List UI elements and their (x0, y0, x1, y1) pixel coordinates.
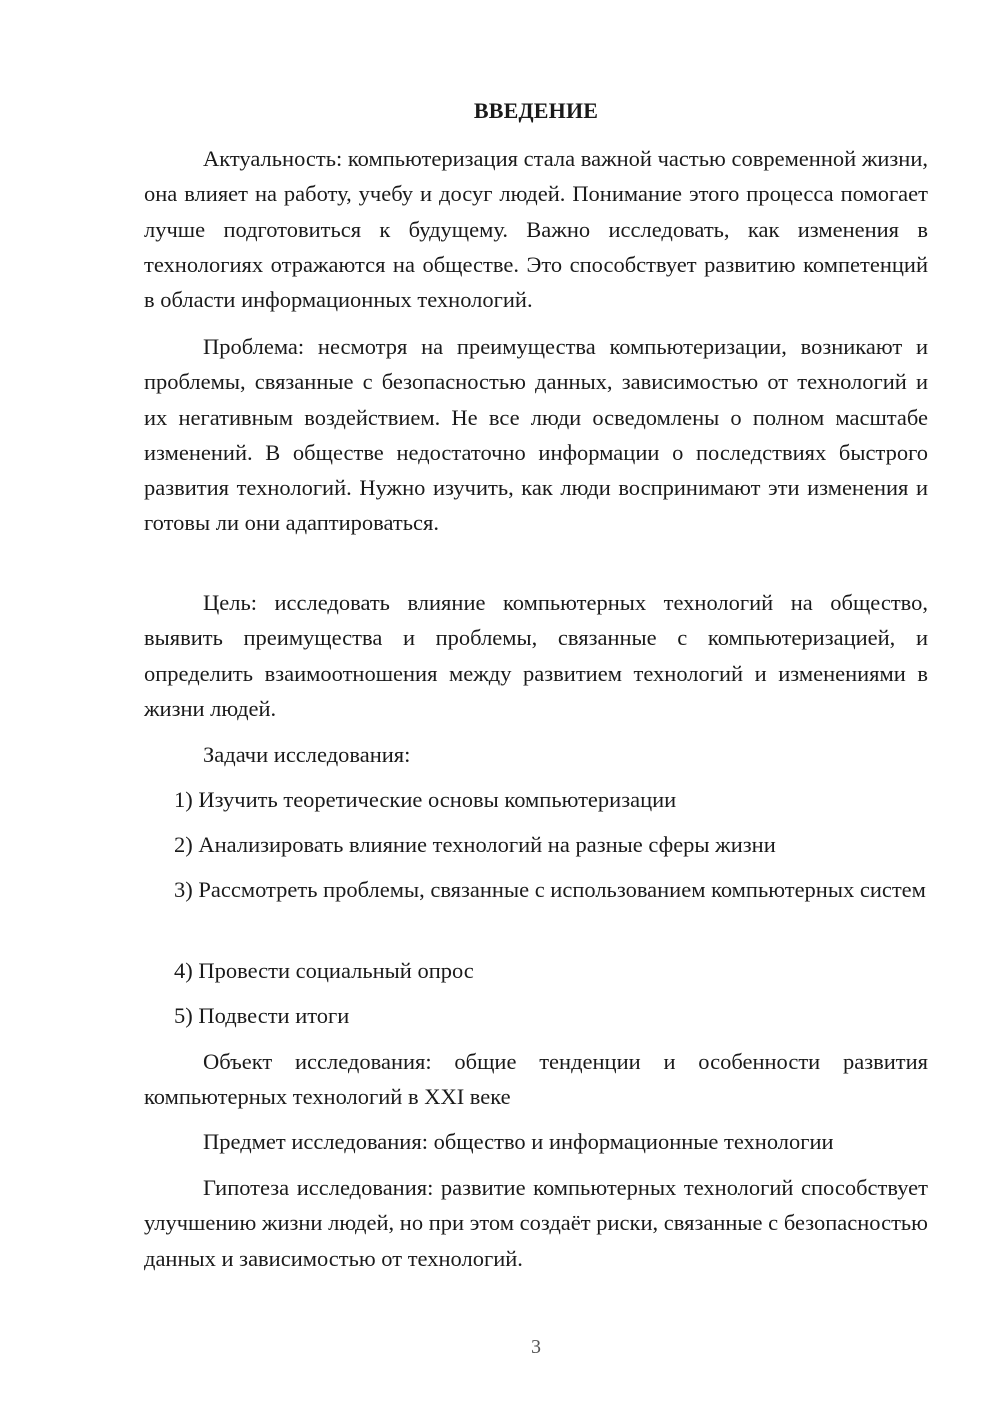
goal-paragraph: Цель: исследовать влияние компьютерных технологий на общество, выявить преимущества и проблемы, связанные с компьютеризацией, и определить взаимоотношения между развитием технологий и изменениями в жизни людей. (144, 590, 928, 721)
problem-paragraph: Проблема: несмотря на преимущества компьютеризации, возникают и проблемы, связанные с безопасностью данных, зависимостью от технологий и их негативным воздействием. Не все люди осведомлены о полном масштабе изменений. В обществе недостаточно информации о последствиях быстрого развития технологий. Нужно изучить, как люди воспринимают эти изменения и готовы ли они адаптироваться. (144, 334, 928, 536)
subject-paragraph: Предмет исследования: общество и информационные технологии (203, 1129, 834, 1154)
relevance-paragraph: Актуальность: компьютеризация стала важной частью современной жизни, она влияет на работу, учебу и досуг людей. Понимание этого процесса помогает лучше подготовиться к будущему. Важно исследовать, как изменения в технологиях отражаются на обществе. Это способствует развитию компетенций в области информационных технологий. (144, 146, 928, 313)
hypothesis-paragraph: Гипотеза исследования: развитие компьютерных технологий способствует улучшению жизни людей, но при этом создаёт риски, связанные с безопасностью данных и зависимостью от технологий. (144, 1175, 928, 1271)
page-number: 3 (531, 1336, 541, 1358)
object-paragraph: Объект исследования: общие тенденции и особенности развития компьютерных технологий в XXI веке (144, 1049, 928, 1110)
list-item: 3) Рассмотреть проблемы, связанные с использованием компьютерных систем (174, 877, 926, 902)
list-item: 5) Подвести итоги (174, 1003, 350, 1028)
section-heading: ВВЕДЕНИЕ (473, 98, 599, 123)
list-item: 1) Изучить теоретические основы компьютеризации (174, 787, 677, 812)
tasks-heading: Задачи исследования: (203, 742, 411, 767)
list-item: 4) Провести социальный опрос (174, 958, 474, 983)
list-item: 2) Анализировать влияние технологий на разные сферы жизни (174, 832, 776, 857)
